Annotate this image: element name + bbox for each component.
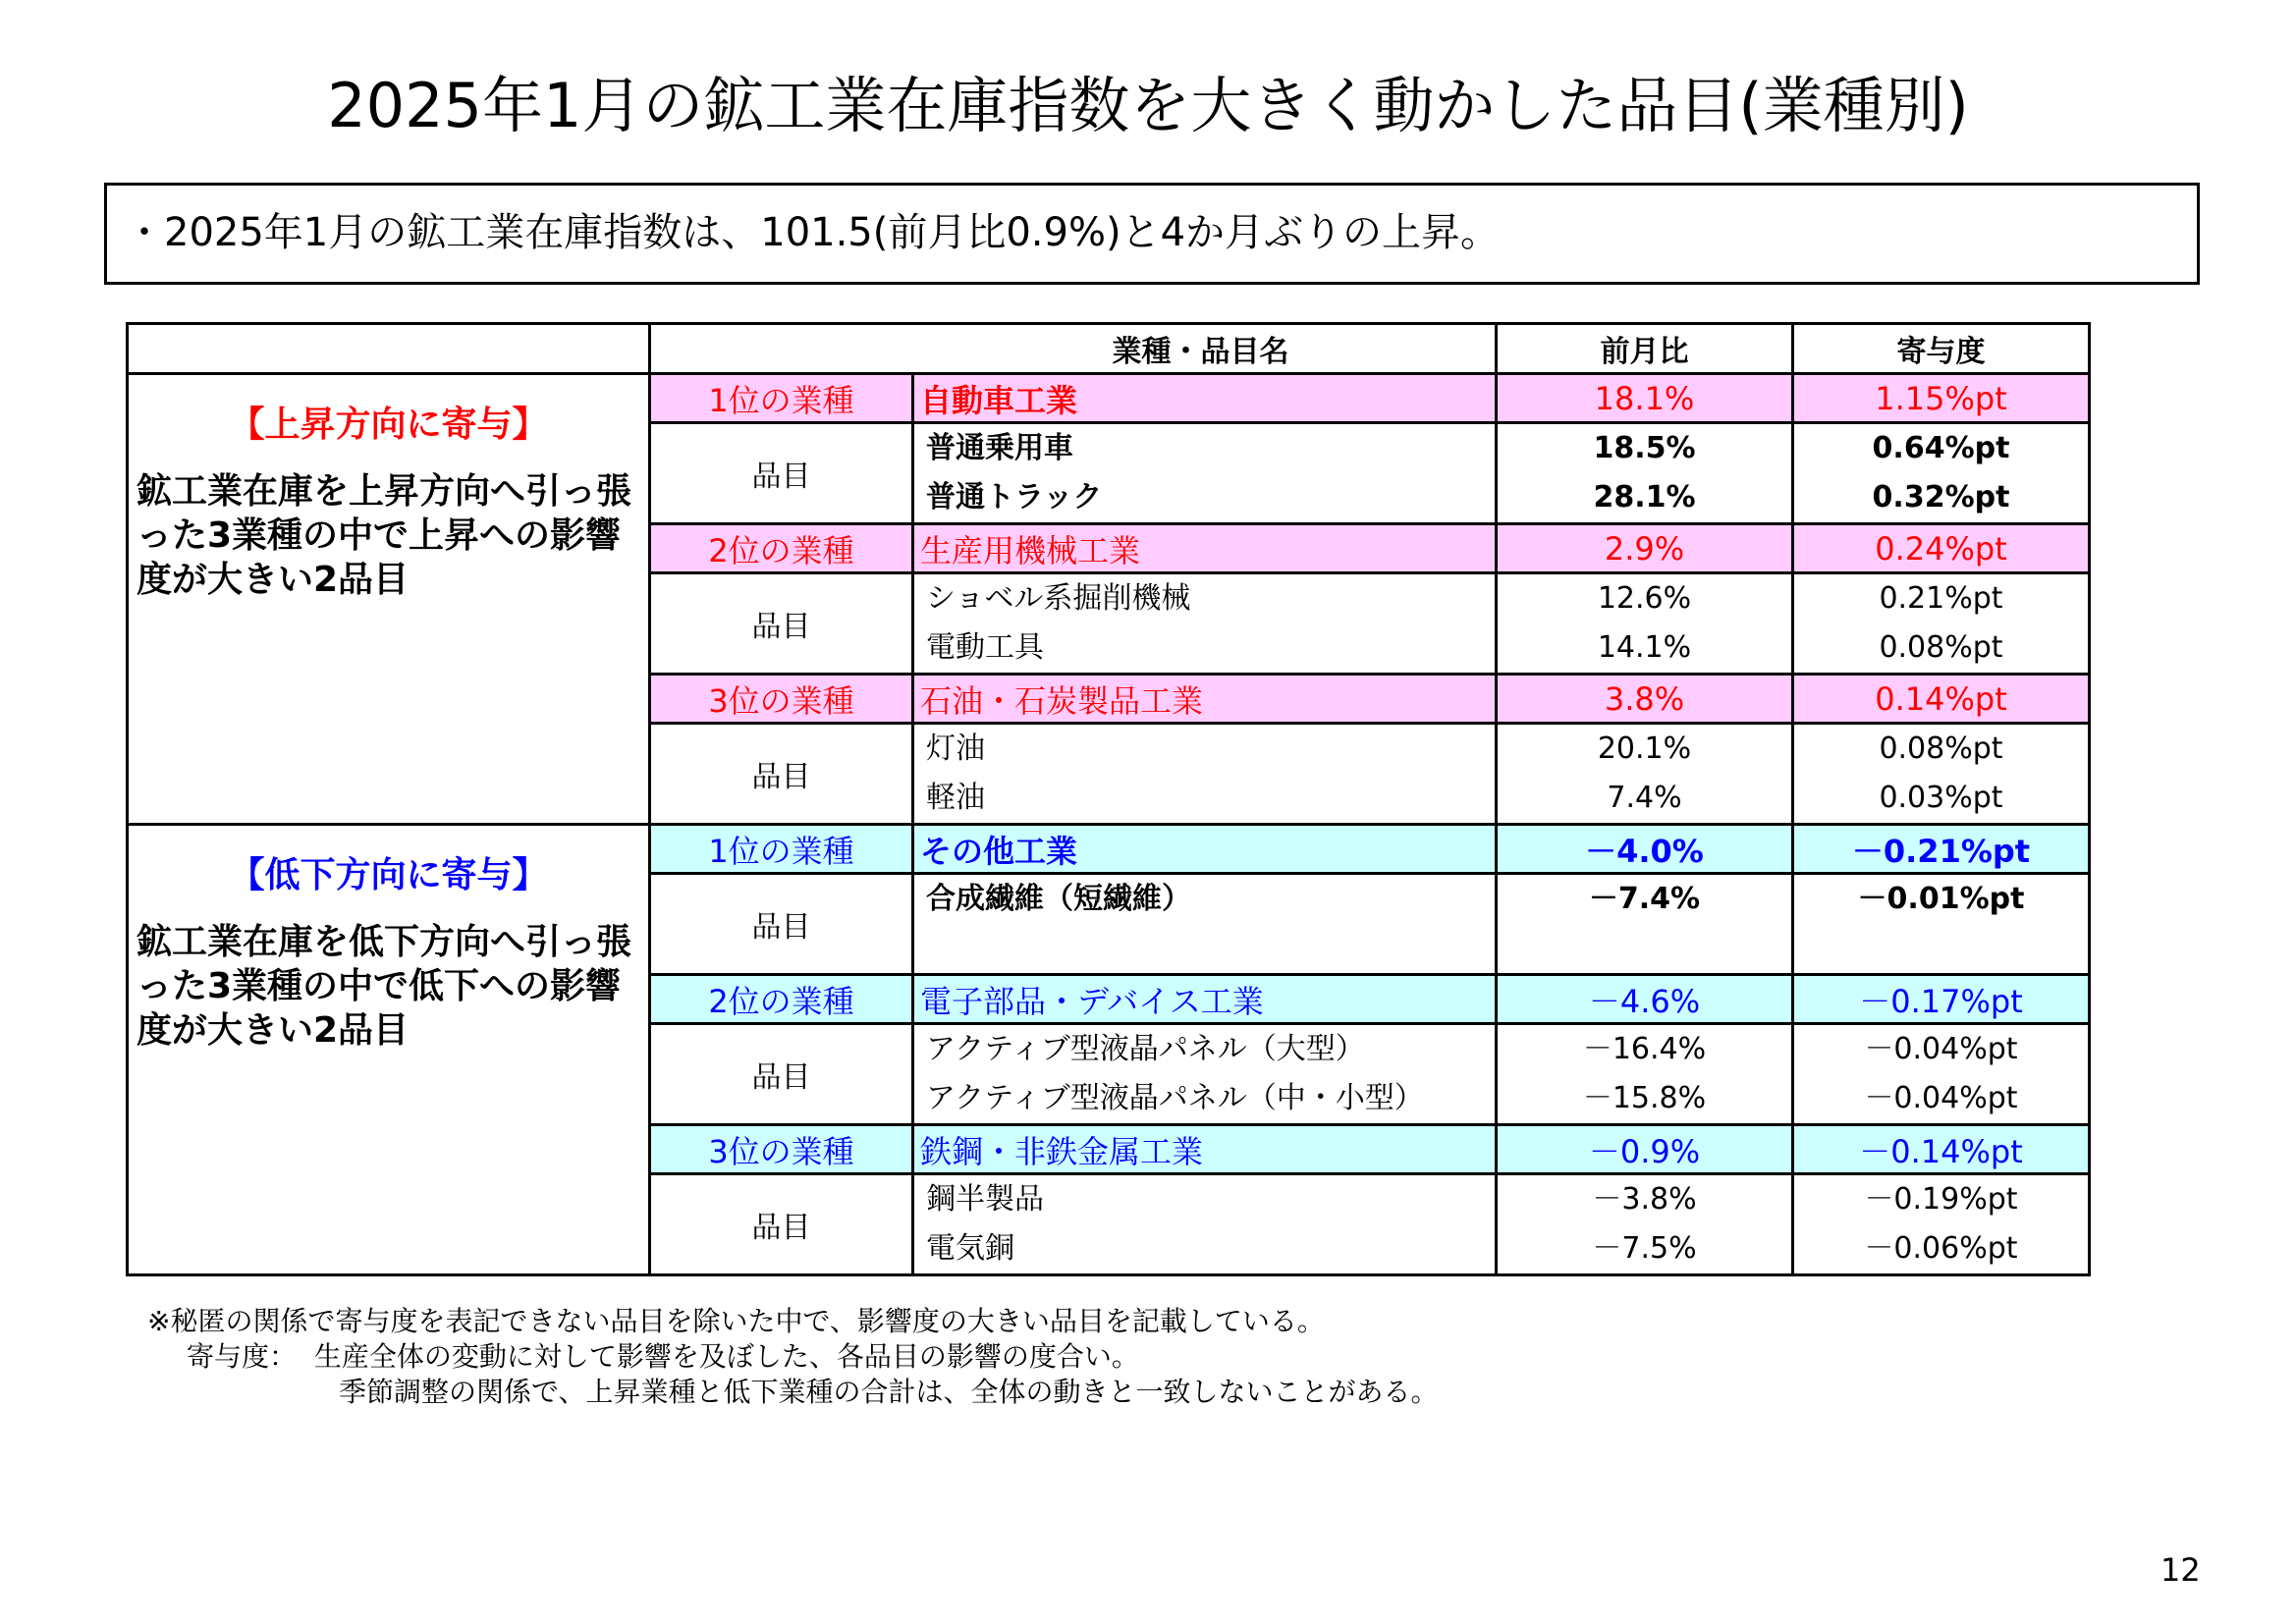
item-mom: －7.5%: [1592, 1231, 1697, 1266]
footnote-line: ※秘匿の関係で寄与度を表記できない品目を除いた中で、影響度の大きい品目を記載している。: [147, 1305, 1325, 1337]
industry-row: [128, 825, 2090, 874]
item-moms: [1497, 724, 1793, 825]
industry-contrib: 1.15%pt: [1793, 374, 2090, 423]
up-description: 鉱工業在庫を上昇方向へ引っ張った3業種の中で上昇への影響度が大きい2品目: [137, 471, 632, 600]
industry-rank: 1位の業種: [650, 374, 913, 423]
item-mom: －7.4%: [1588, 882, 1701, 916]
item-mom: 12.6%: [1597, 581, 1692, 616]
item-mom: －15.8%: [1582, 1081, 1707, 1115]
item-mom: 7.4%: [1607, 781, 1682, 815]
industry-contrib: －0.14%pt: [1793, 1125, 2090, 1174]
item-name: [920, 924, 1495, 973]
item-name: 軽油: [926, 781, 985, 815]
item-mom: 28.1%: [1593, 480, 1696, 514]
item-names: [913, 573, 1497, 675]
industry-mom: 3.8%: [1497, 675, 1793, 724]
page-title: 2025年1月の鉱工業在庫指数を大きく動かした品目(業種別): [327, 70, 1969, 141]
item-contrib: 0.21%pt: [1879, 581, 2003, 616]
item-moms: [1497, 1024, 1793, 1125]
industry-name: 電子部品・デバイス工業: [913, 975, 1497, 1024]
item-label: 品目: [650, 573, 913, 675]
item-label: 品目: [650, 874, 913, 975]
industry-name: 自動車工業: [913, 374, 1497, 423]
item-label: 品目: [650, 423, 913, 524]
footnote-line: [147, 1339, 1438, 1375]
down-heading: 【低下方向に寄与】: [229, 855, 548, 895]
industry-rank: 2位の業種: [650, 975, 913, 1024]
item-names: [913, 423, 1497, 524]
item-name: 電動工具: [926, 630, 1044, 665]
item-names: [913, 1024, 1497, 1125]
industry-mom: －4.0%: [1497, 825, 1793, 874]
item-moms: [1497, 573, 1793, 675]
item-names: [913, 1174, 1497, 1275]
item-mom: 20.1%: [1597, 731, 1692, 766]
item-name: 合成繊維（短繊維）: [926, 882, 1191, 916]
item-name: ショベル系掘削機械: [926, 581, 1191, 616]
item-contribs: [1793, 573, 2090, 675]
item-label: 品目: [650, 1174, 913, 1275]
industry-contrib: 0.24%pt: [1793, 524, 2090, 573]
header-name: 業種・品目名: [650, 324, 1497, 374]
industry-name: 生産用機械工業: [913, 524, 1497, 573]
item-names: [913, 724, 1497, 825]
page-number: 12: [2160, 1551, 2201, 1589]
item-mom: －16.4%: [1582, 1032, 1707, 1066]
header-row: [128, 324, 2090, 374]
industry-mom: －4.6%: [1497, 975, 1793, 1024]
industry-contrib: 0.14%pt: [1793, 675, 2090, 724]
item-contrib: －0.06%pt: [1864, 1231, 2018, 1266]
industry-name: 鉄鋼・非鉄金属工業: [913, 1125, 1497, 1174]
header-mom: 前月比: [1497, 324, 1793, 374]
industry-rank: 1位の業種: [650, 825, 913, 874]
item-moms: [1497, 423, 1793, 524]
item-contribs: [1793, 874, 2090, 975]
item-label: 品目: [650, 1024, 913, 1125]
item-contribs: [1793, 1174, 2090, 1275]
header-blank: [128, 324, 650, 374]
industry-mom: －0.9%: [1497, 1125, 1793, 1174]
item-name: アクティブ型液晶パネル（大型）: [926, 1032, 1365, 1066]
contribution-table: [126, 322, 2091, 1276]
down-description: 鉱工業在庫を低下方向へ引っ張った3業種の中で低下への影響度が大きい2品目: [137, 922, 632, 1051]
item-contrib: 0.08%pt: [1879, 630, 2003, 665]
industry-rank: 3位の業種: [650, 675, 913, 724]
item-name: 普通乗用車: [926, 431, 1073, 465]
item-contrib: 0.03%pt: [1879, 781, 2003, 815]
down-section-cell: [128, 825, 650, 1275]
item-name: 灯油: [926, 731, 985, 766]
summary-box: ・2025年1月の鉱工業在庫指数は、101.5(前月比0.9%)と4か月ぶりの上昇。: [104, 183, 2200, 285]
item-mom: 14.1%: [1597, 630, 1692, 665]
item-contrib: －0.04%pt: [1864, 1032, 2018, 1066]
item-mom: －3.8%: [1592, 1182, 1697, 1217]
industry-contrib: －0.21%pt: [1793, 825, 2090, 874]
footnote-line: 季節調整の関係で、上昇業種と低下業種の合計は、全体の動きと一致しないことがある。: [339, 1376, 1439, 1408]
item-contrib: －0.19%pt: [1864, 1182, 2018, 1217]
footnotes: [147, 1304, 1438, 1410]
footnote-text: 生産全体の変動に対して影響を及ぼした、各品目の影響の度合い。: [313, 1340, 1139, 1373]
industry-name: 石油・石炭製品工業: [913, 675, 1497, 724]
up-heading: 【上昇方向に寄与】: [229, 405, 548, 445]
item-name: アクティブ型液晶パネル（中・小型）: [926, 1081, 1424, 1115]
item-contribs: [1793, 423, 2090, 524]
industry-rank: 3位の業種: [650, 1125, 913, 1174]
item-mom: 18.5%: [1593, 431, 1696, 465]
industry-rank: 2位の業種: [650, 524, 913, 573]
item-name: 電気銅: [926, 1231, 1014, 1266]
industry-mom: 2.9%: [1497, 524, 1793, 573]
industry-name: その他工業: [913, 825, 1497, 874]
item-label: 品目: [650, 724, 913, 825]
item-contribs: [1793, 1024, 2090, 1125]
industry-mom: 18.1%: [1497, 374, 1793, 423]
item-contrib: [1794, 924, 2088, 973]
item-name: 鋼半製品: [926, 1182, 1044, 1217]
industry-row: [128, 374, 2090, 423]
item-contrib: 0.64%pt: [1872, 431, 2010, 465]
item-moms: [1497, 874, 1793, 975]
item-names: [913, 874, 1497, 975]
header-contrib: 寄与度: [1793, 324, 2090, 374]
item-contrib: 0.08%pt: [1879, 731, 2003, 766]
item-mom: [1498, 924, 1791, 973]
item-contribs: [1793, 724, 2090, 825]
item-name: 普通トラック: [926, 480, 1103, 514]
item-moms: [1497, 1174, 1793, 1275]
footnote-label: 寄与度：: [187, 1340, 298, 1373]
up-section-cell: [128, 374, 650, 825]
item-contrib: 0.32%pt: [1872, 480, 2010, 514]
item-contrib: －0.04%pt: [1864, 1081, 2018, 1115]
item-contrib: －0.01%pt: [1857, 882, 2025, 916]
industry-contrib: －0.17%pt: [1793, 975, 2090, 1024]
